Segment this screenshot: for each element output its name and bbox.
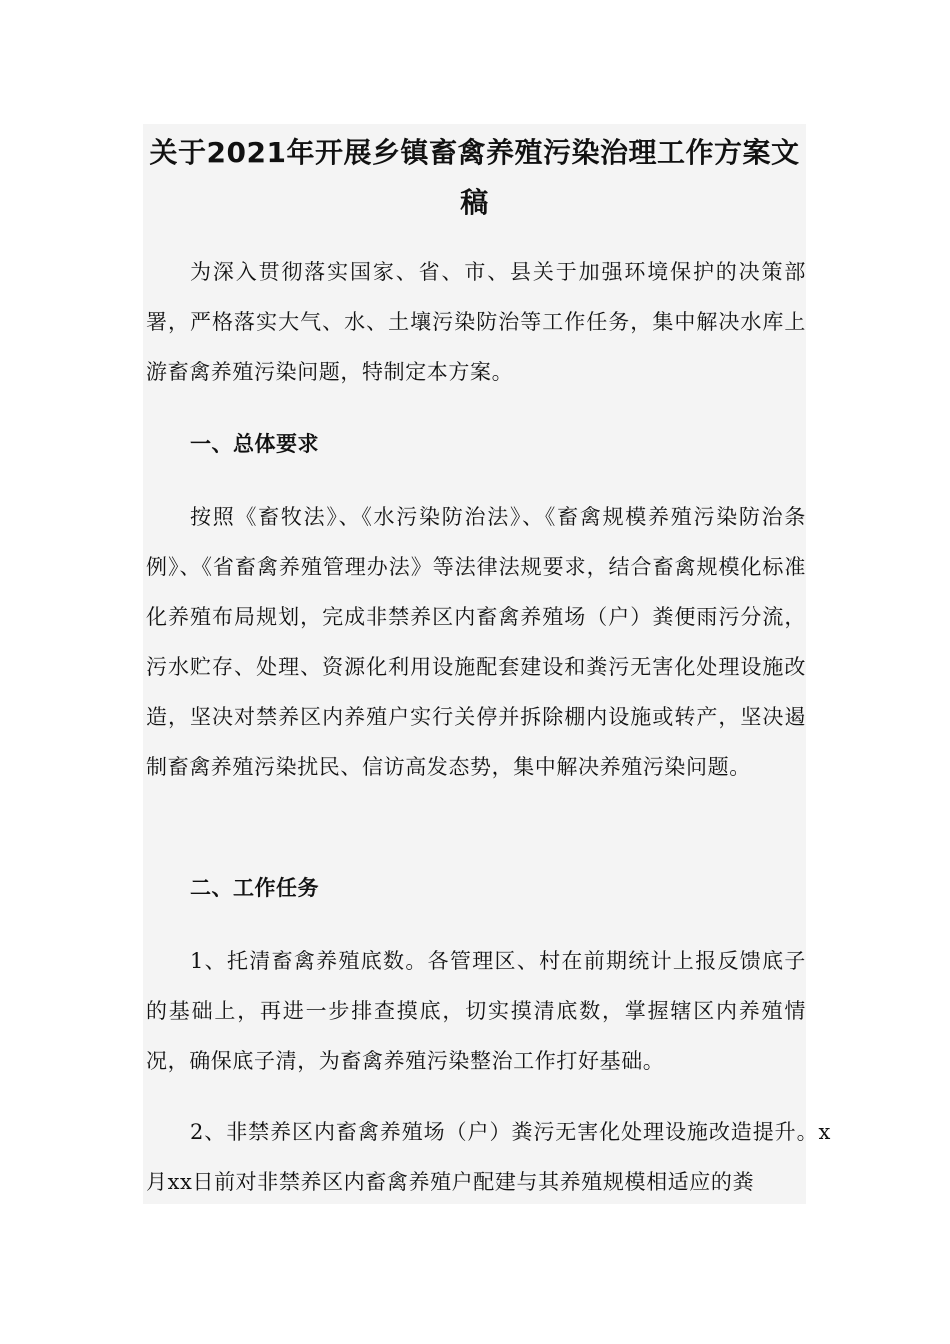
intro-paragraph: 为深入贯彻落实国家、省、市、县关于加强环境保护的决策部署，严格落实大气、水、土壤污染防治等工作任务，集中解决水库上游畜禽养殖污染问题，特制定本方案。 — [146, 260, 806, 384]
document-title: 关于2021年开展乡镇畜禽养殖污染治理工作方案文稿 — [149, 136, 800, 219]
general-requirements-paragraph: 按照《畜牧法》、《水污染防治法》、《畜禽规模养殖污染防治条例》、《省畜禽养殖管理办法》等法律法规要求，结合畜禽规模化标准化养殖布局规划，完成非禁养区内畜禽养殖场（户）粪便雨污分流，污水贮存、处理、资源化利用设施配套建设和粪污无害化处理设施改造，坚决对禁养区内养殖户实行关停并拆除棚内设施或转产，坚决遏制畜禽养殖污染扰民、信访高发态势，集中解决养殖污染问题。 — [146, 505, 806, 779]
section-heading-general-requirements: 一、总体要求 — [190, 432, 319, 456]
section-heading-work-tasks: 二、工作任务 — [190, 876, 319, 900]
task-1-paragraph: 1、托清畜禽养殖底数。各管理区、村在前期统计上报反馈底子的基础上，再进一步排查摸底，切实摸清底数，掌握辖区内养殖情况，确保底子清，为畜禽养殖污染整治工作打好基础。 — [146, 949, 806, 1073]
task-2-paragraph: 2、非禁养区内畜禽养殖场（户）粪污无害化处理设施改造提升。x月xx日前对非禁养区内畜禽养殖户配建与其养殖规模相适应的粪 — [146, 1120, 831, 1194]
